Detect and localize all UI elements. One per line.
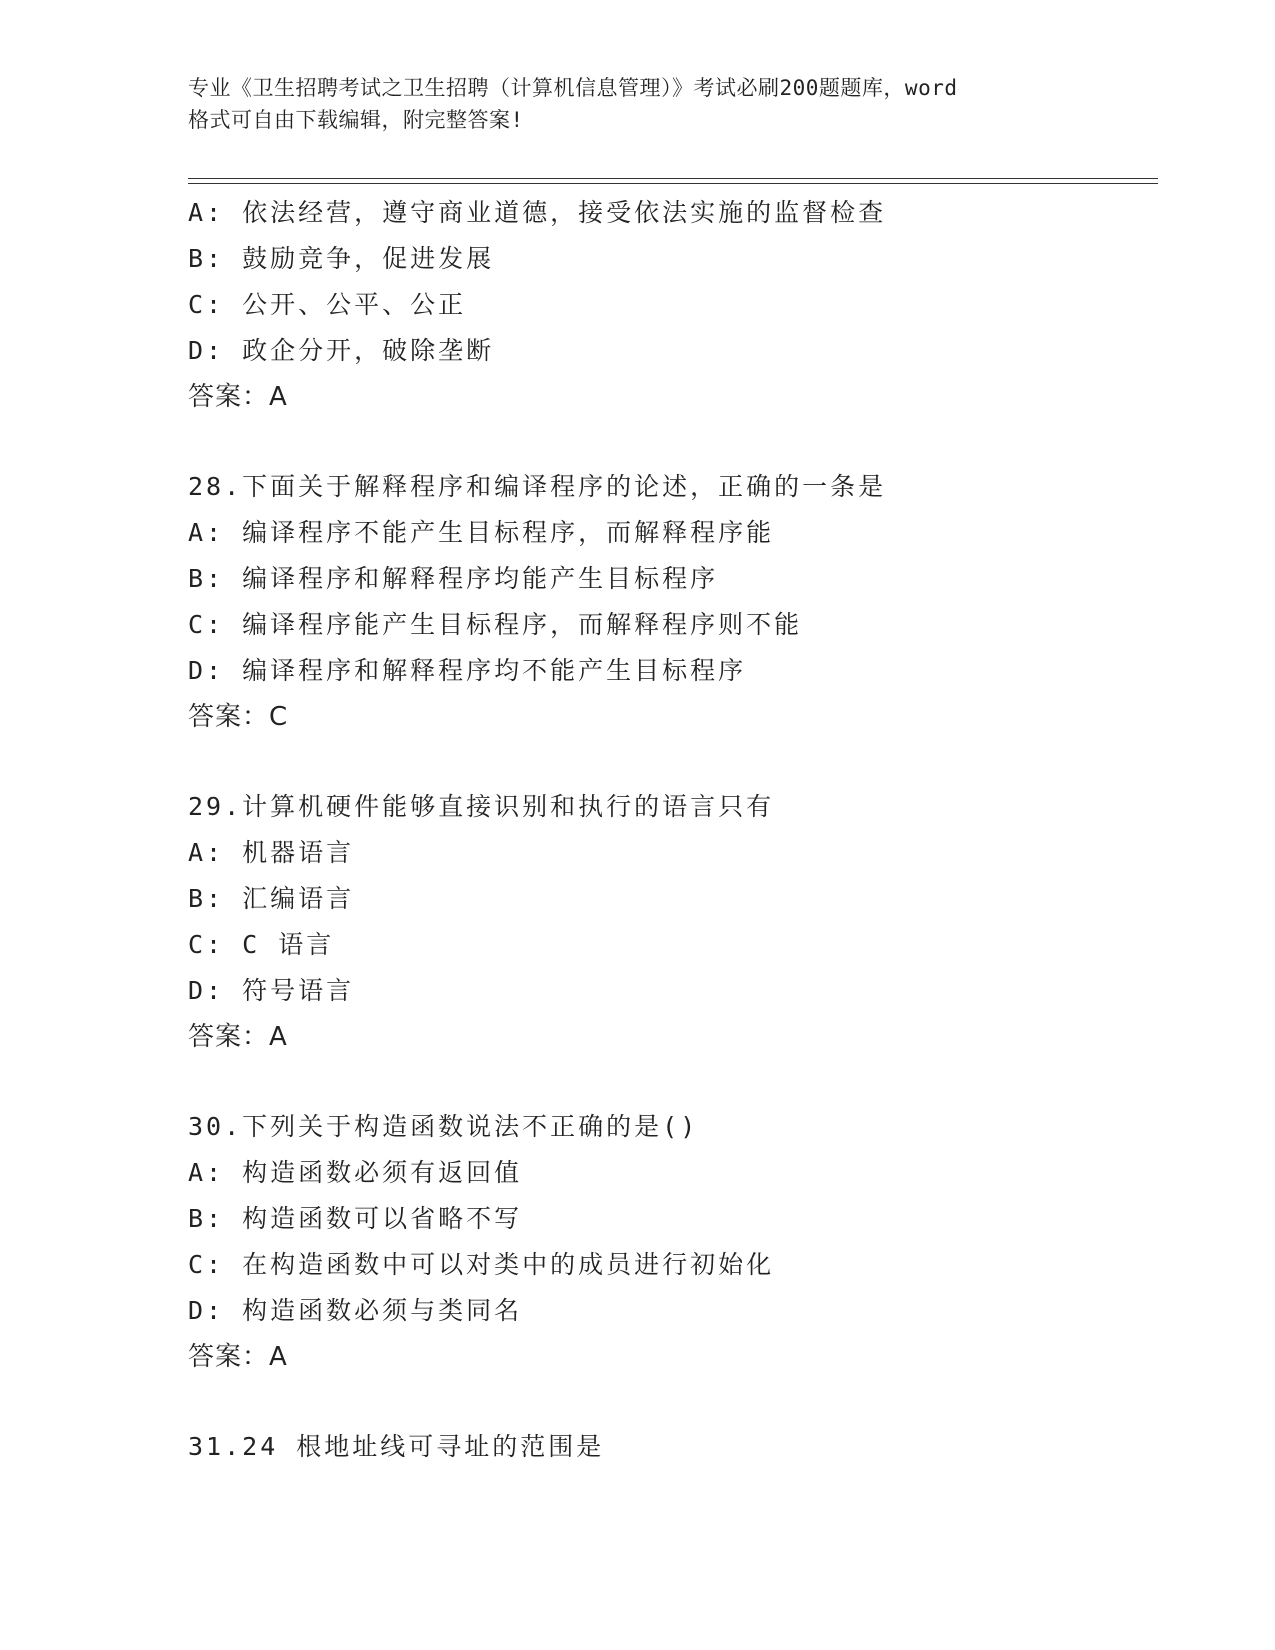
answer-line: 答案：C bbox=[188, 702, 289, 732]
option-b: B: 构造函数可以省略不写 bbox=[188, 1204, 523, 1233]
question-spacer bbox=[188, 1380, 1158, 1424]
option-d: D: 符号语言 bbox=[188, 976, 355, 1005]
option-a: A: 编译程序不能产生目标程序，而解释程序能 bbox=[188, 518, 775, 547]
option-d: D: 政企分开，破除垄断 bbox=[188, 336, 495, 365]
option-b: B: 编译程序和解释程序均能产生目标程序 bbox=[188, 564, 719, 593]
document-header bbox=[188, 72, 1088, 136]
question-title: 28.下面关于解释程序和编译程序的论述，正确的一条是 bbox=[188, 472, 887, 501]
question-29 bbox=[188, 784, 1158, 1060]
header-divider-top bbox=[188, 178, 1158, 179]
option-c: C: 编译程序能产生目标程序，而解释程序则不能 bbox=[188, 610, 803, 639]
answer-line: 答案：A bbox=[188, 1022, 288, 1052]
option-b: B: 鼓励竞争，促进发展 bbox=[188, 244, 495, 273]
question-27 bbox=[188, 190, 1158, 420]
question-spacer bbox=[188, 1060, 1158, 1104]
question-spacer bbox=[188, 420, 1158, 464]
header-title-line-2: 格式可自由下载编辑，附完整答案! bbox=[188, 108, 524, 132]
question-28 bbox=[188, 464, 1158, 740]
question-title: 30.下列关于构造函数说法不正确的是() bbox=[188, 1112, 699, 1141]
question-title: 31.24 根地址线可寻址的范围是 bbox=[188, 1432, 605, 1461]
question-title: 29.计算机硬件能够直接识别和执行的语言只有 bbox=[188, 792, 775, 821]
answer-line: 答案：A bbox=[188, 1342, 288, 1372]
option-a: A: 依法经营，遵守商业道德，接受依法实施的监督检查 bbox=[188, 198, 887, 227]
question-31 bbox=[188, 1424, 1158, 1470]
question-30 bbox=[188, 1104, 1158, 1380]
option-a: A: 机器语言 bbox=[188, 838, 355, 867]
option-d: D: 构造函数必须与类同名 bbox=[188, 1296, 523, 1325]
option-d: D: 编译程序和解释程序均不能产生目标程序 bbox=[188, 656, 747, 685]
option-c: C: 公开、公平、公正 bbox=[188, 290, 467, 319]
answer-line: 答案：A bbox=[188, 382, 288, 412]
option-c: C: C 语言 bbox=[188, 930, 335, 959]
option-c: C: 在构造函数中可以对类中的成员进行初始化 bbox=[188, 1250, 775, 1279]
header-divider-bottom bbox=[188, 183, 1158, 184]
question-spacer bbox=[188, 740, 1158, 784]
header-title-line-1: 专业《卫生招聘考试之卫生招聘（计算机信息管理）》考试必刷200题题库，word bbox=[188, 76, 958, 100]
question-list bbox=[188, 190, 1158, 1470]
option-b: B: 汇编语言 bbox=[188, 884, 355, 913]
option-a: A: 构造函数必须有返回值 bbox=[188, 1158, 523, 1187]
